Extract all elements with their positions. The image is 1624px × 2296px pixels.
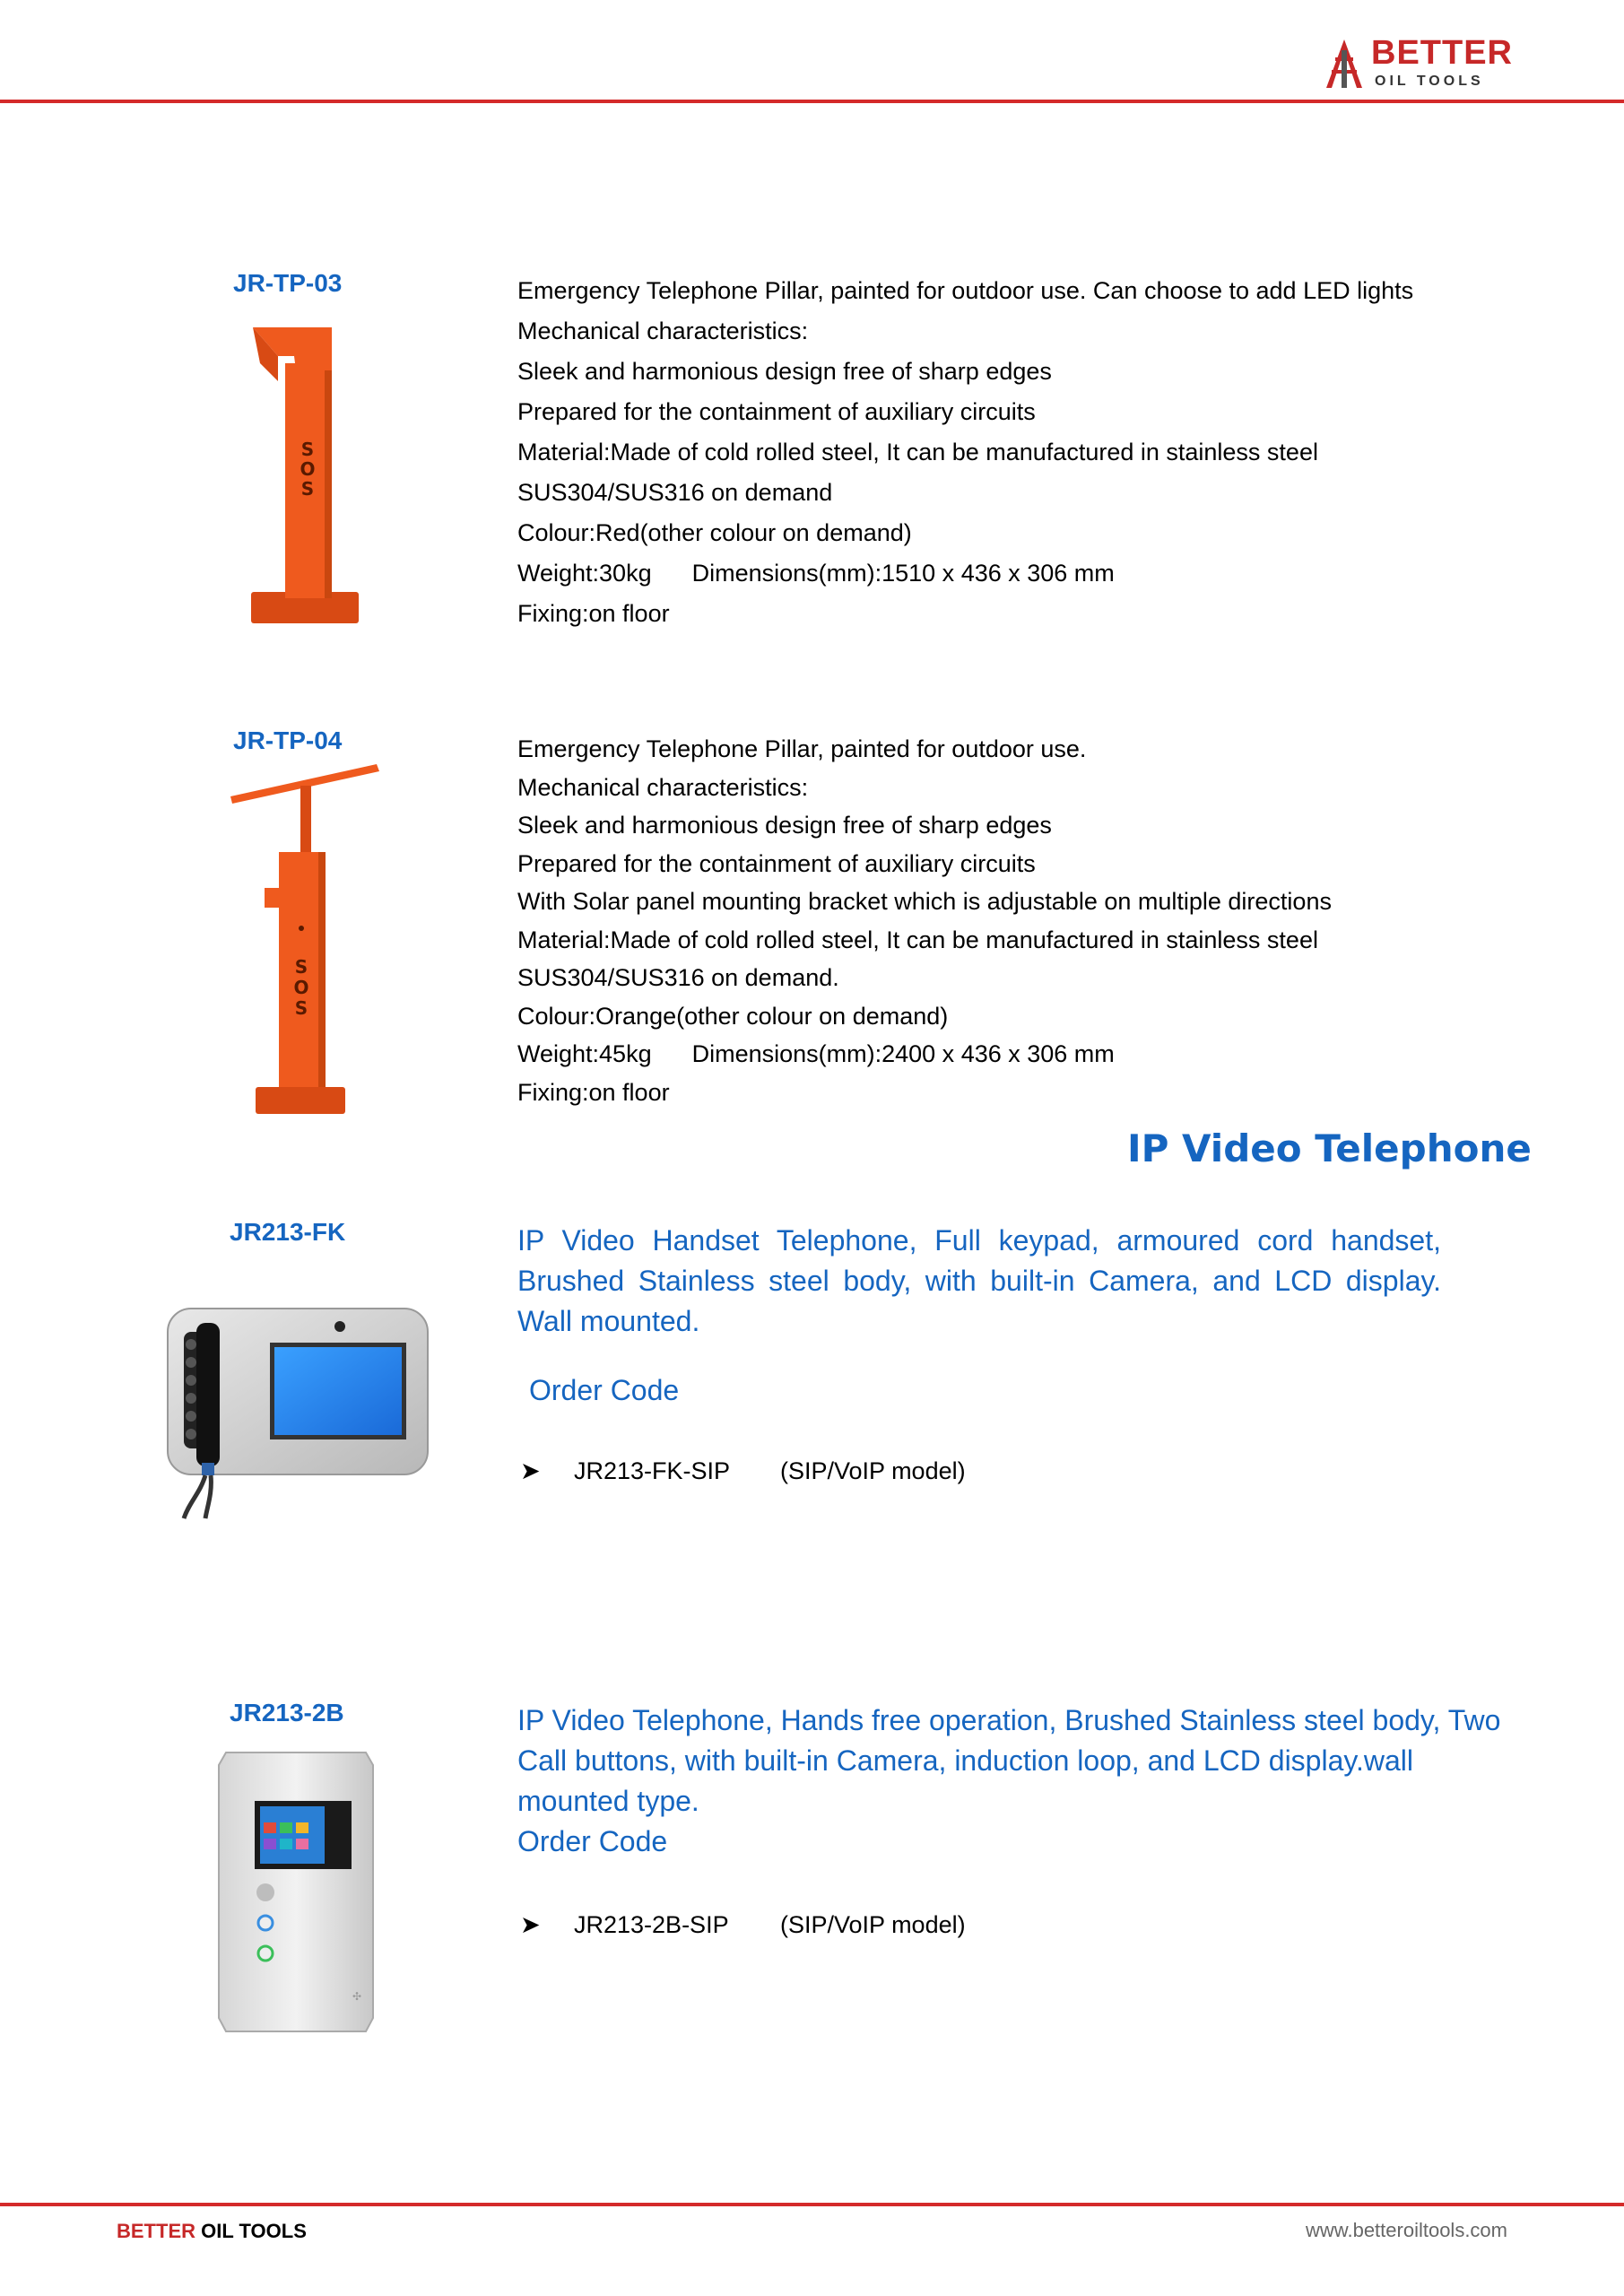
description-line: SUS304/SUS316 on demand: [517, 479, 833, 506]
description-line: Brushed Stainless steel body, with built-in Camera, and LCD display.: [517, 1265, 1441, 1297]
description-line: IP Video Handset Telephone, Full keypad, armoured cord handset,: [517, 1224, 1441, 1257]
description-line: Sleek and harmonious design free of sharp edges: [517, 358, 1052, 385]
product-image-jr213-2b: [213, 1749, 375, 2040]
footer-brand-better: BETTER: [117, 2220, 195, 2242]
product-description-jr213-fk: [517, 1221, 1441, 1301]
description-line: SUS304/SUS316 on demand.: [517, 964, 839, 991]
order-code-item: [520, 1457, 966, 1485]
order-code: JR213-2B-SIP: [574, 1911, 729, 1938]
description-line: Colour:Orange(other colour on demand): [517, 1002, 949, 1030]
product-description-jr-tp-03: [517, 271, 1522, 634]
svg-text:S: S: [300, 439, 315, 460]
svg-text:S: S: [294, 997, 308, 1019]
section-title: IP Video Telephone: [1127, 1126, 1532, 1170]
description-line: Wall mounted.: [517, 1305, 700, 1337]
product-model-jr-tp-03: JR-TP-03: [233, 269, 343, 297]
description-line: Fixing:on floor: [517, 600, 670, 627]
description-line: Mechanical characteristics:: [517, 317, 809, 344]
order-code-note: (SIP/VoIP model): [780, 1457, 966, 1484]
derrick-icon: [1319, 38, 1369, 90]
description-line: With Solar panel mounting bracket which is adjustable on multiple directions: [517, 888, 1332, 915]
order-code-label: Order Code: [517, 1825, 668, 1857]
description-line: mounted type.: [517, 1785, 699, 1817]
description-line: Emergency Telephone Pillar, painted for outdoor use.: [517, 735, 1087, 762]
order-code-note: (SIP/VoIP model): [780, 1911, 966, 1938]
logo-word-better: BETTER: [1371, 34, 1513, 72]
description-line: Colour:Red(other colour on demand): [517, 519, 912, 546]
svg-text:✣: ✣: [352, 1990, 362, 2003]
brand-logo: [1319, 32, 1516, 95]
svg-text:O: O: [300, 458, 316, 480]
product-image-jr213-fk: [164, 1305, 433, 1520]
footer-brand-oiltools: OIL TOOLS: [195, 2220, 307, 2242]
product-description-jr213-2b: [517, 1700, 1522, 1862]
product-model-jr213-2b: JR213-2B: [230, 1699, 344, 1726]
footer-website: www.betteroiltools.com: [1306, 2219, 1507, 2241]
description-line: IP Video Telephone, Hands free operation, Brushed Stainless steel body, Two: [517, 1704, 1501, 1736]
description-line: Emergency Telephone Pillar, painted for outdoor use. Can choose to add LED lights: [517, 277, 1414, 304]
description-line: Sleek and harmonious design free of sharp edges: [517, 812, 1052, 839]
header-divider: [0, 100, 1624, 103]
order-code: JR213-FK-SIP: [574, 1457, 731, 1484]
arrow-bullet-icon: ➤: [520, 1457, 541, 1484]
description-line: Material:Made of cold rolled steel, It can be manufactured in stainless steel: [517, 439, 1318, 465]
description-line: Prepared for the containment of auxiliary circuits: [517, 398, 1036, 425]
description-line: Material:Made of cold rolled steel, It can be manufactured in stainless steel: [517, 926, 1318, 953]
product-description-jr-tp-04: [517, 730, 1522, 1111]
description-line: Weight:45kg Dimensions(mm):2400 x 436 x 306 mm: [517, 1040, 1115, 1067]
description-line: Weight:30kg Dimensions(mm):1510 x 436 x 306 mm: [517, 560, 1115, 587]
svg-text:S: S: [300, 478, 315, 500]
svg-text:O: O: [293, 977, 309, 998]
arrow-bullet-icon: ➤: [520, 1911, 541, 1938]
description-line: Fixing:on floor: [517, 1078, 670, 1106]
description-line: Mechanical characteristics:: [517, 773, 809, 801]
order-code-item: [520, 1911, 966, 1939]
product-image-jr-tp-03: [242, 327, 368, 632]
svg-text:S: S: [294, 956, 308, 978]
order-code-label: Order Code: [529, 1374, 680, 1406]
description-line: Prepared for the containment of auxiliary circuits: [517, 849, 1036, 877]
product-model-jr-tp-04: JR-TP-04: [233, 726, 343, 754]
description-line: Call buttons, with built-in Camera, induction loop, and LCD display.wall: [517, 1744, 1414, 1777]
product-image-jr-tp-04: [229, 762, 381, 1121]
footer-brand: [117, 2220, 307, 2243]
logo-word-oiltools: OIL TOOLS: [1375, 74, 1484, 89]
product-model-jr213-fk: JR213-FK: [230, 1218, 346, 1246]
footer-divider: [0, 2203, 1624, 2206]
